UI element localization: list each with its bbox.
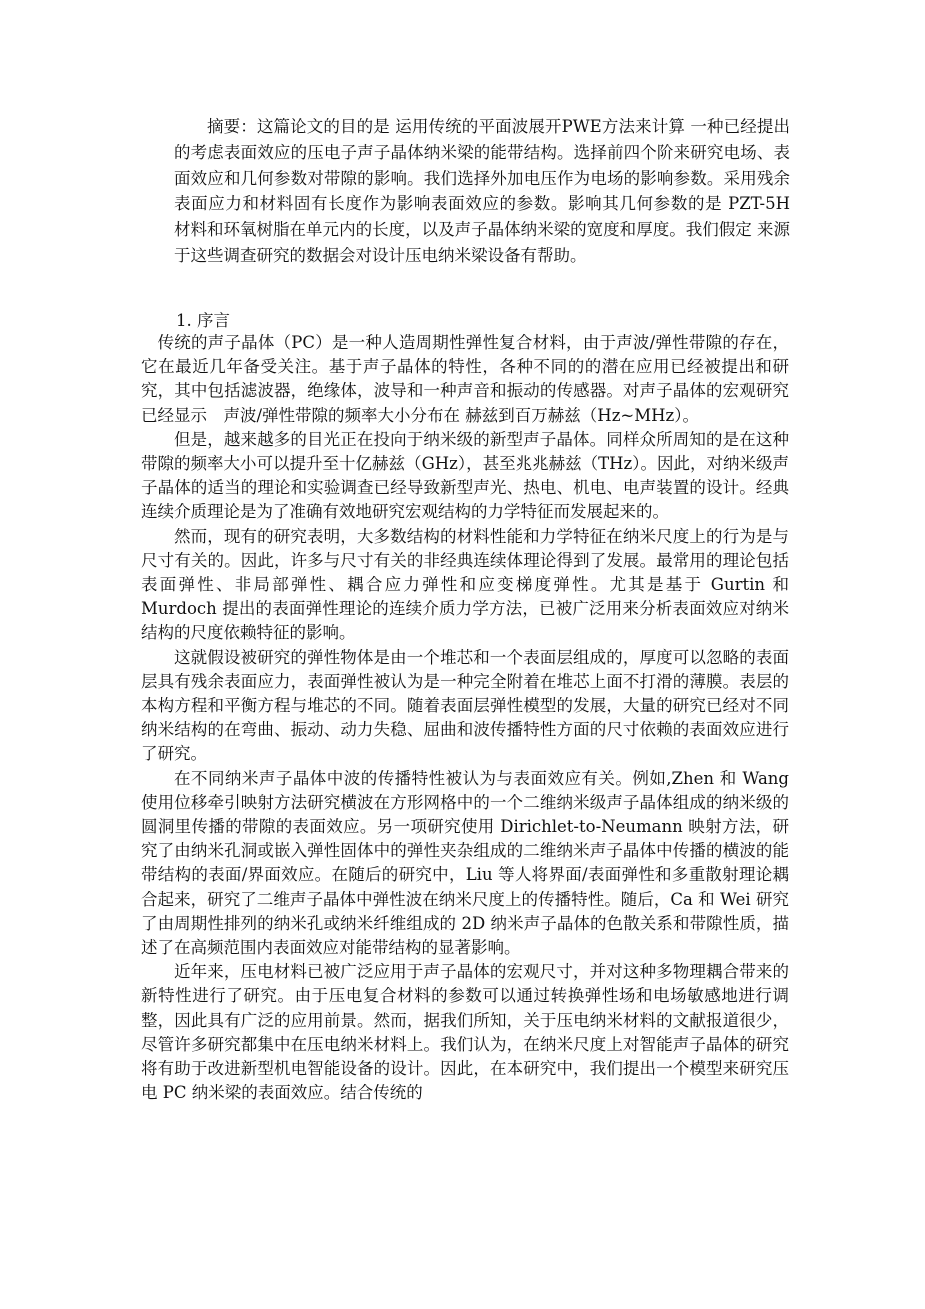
body-paragraph: 这就假设被研究的弹性物体是由一个堆芯和一个表面层组成的，厚度可以忽略的表面层具有残余表面应力，表面弹性被认为是一种完全附着在堆芯上面不打滑的薄膜。表层的本构方程和平衡方程与堆芯的不同。随着表面层弹性模型的发展，大量的研究已经对不同纳米结构的在弯曲、振动、动力失稳、屈曲和波传播特性方面的尺寸依赖的表面效应进行了研究。 <box>141 647 789 764</box>
body-paragraph: 传统的声子晶体（PC）是一种人造周期性弹性复合材料，由于声波/弹性带隙的存在，它在最近几年备受关注。基于声子晶体的特性，各种不同的的潜在应用已经被提出和研究，其中包括滤波器，绝缘体，波导和一种声音和振动的传感器。对声子晶体的宏观研究已经显示 声波/弹性带隙的频率大小分布在 赫兹到百万赫兹（Hz~MHz）。 <box>141 333 789 425</box>
body-paragraph: 在不同纳米声子晶体中波的传播特性被认为与表面效应有关。例如,Zhen 和 Wang 使用位移牵引映射方法研究横波在方形网格中的一个二维纳米级声子晶体组成的纳米级的圆洞里传播的带隙的表面效应。另一项研究使用 Dirichlet-to-Neumann 映射方法，研究了由纳米孔洞或嵌入弹性固体中的弹性夹杂组成的二维纳米声子晶体中传播的横波的能带结构的表面/界面效应。在随后的研究中，Liu 等人将界面/表面弹性和多重散射理论耦合起来，研究了二维声子晶体中弹性波在纳米尺度上的传播特性。随后，Ca 和 Wei 研究了由周期性排列的纳米孔或纳米纤维组成的 2D 纳米声子晶体的色散关系和带隙性质，描述了在高频范围内表面效应对能带结构的显著影响。 <box>141 768 789 958</box>
section-heading-introduction: 1. 序言 <box>176 311 230 330</box>
body-paragraph: 但是，越来越多的目光正在投向于纳米级的新型声子晶体。同样众所周知的是在这种带隙的频率大小可以提升至十亿赫兹（GHz），甚至兆兆赫兹（THz）。因此，对纳米级声子晶体的适当的理论和实验调查已经导致新型声光、热电、机电、电声装置的设计。经典连续介质理论是为了准确有效地研究宏观结构的力学特征而发展起来的。 <box>141 429 789 522</box>
abstract-paragraph: 摘要：这篇论文的目的是 运用传统的平面波展开PWE方法来计算 一种已经提出的考虑表面效应的压电子声子晶体纳米梁的能带结构。选择前四个阶来研究电场、表面效应和几何参数对带隙的影响。我们选择外加电压作为电场的影响参数。采用残余表面应力和材料固有长度作为影响表面效应的参数。影响其几何参数的是 PZT-5H 材料和环氧树脂在单元内的长度，以及声子晶体纳米梁的宽度和厚度。我们假定 来源于这些调查研究的数据会对设计压电纳米梁设备有帮助。 <box>174 117 790 265</box>
body-paragraph: 然而，现有的研究表明，大多数结构的材料性能和力学特征在纳米尺度上的行为是与尺寸有关的。因此，许多与尺寸有关的非经典连续体理论得到了发展。最常用的理论包括表面弹性、非局部弹性、耦合应力弹性和应变梯度弹性。尤其是基于 Gurtin 和 Murdoch 提出的表面弹性理论的连续介质力学方法，已被广泛用来分析表面效应对纳米结构的尺度依赖特征的影响。 <box>141 526 789 643</box>
body-paragraph: 近年来，压电材料已被广泛应用于声子晶体的宏观尺寸，并对这种多物理耦合带来的新特性进行了研究。由于压电复合材料的参数可以通过转换弹性场和电场敏感地进行调整，因此具有广泛的应用前景。然而，据我们所知，关于压电纳米材料的文献报道很少，尽管许多研究都集中在压电纳米材料上。我们认为，在纳米尺度上对智能声子晶体的研究将有助于改进新型机电智能设备的设计。因此，在本研究中，我们提出一个模型来研究压电 PC 纳米梁的表面效应。结合传统的 <box>141 962 789 1103</box>
body-text <box>141 331 789 1106</box>
